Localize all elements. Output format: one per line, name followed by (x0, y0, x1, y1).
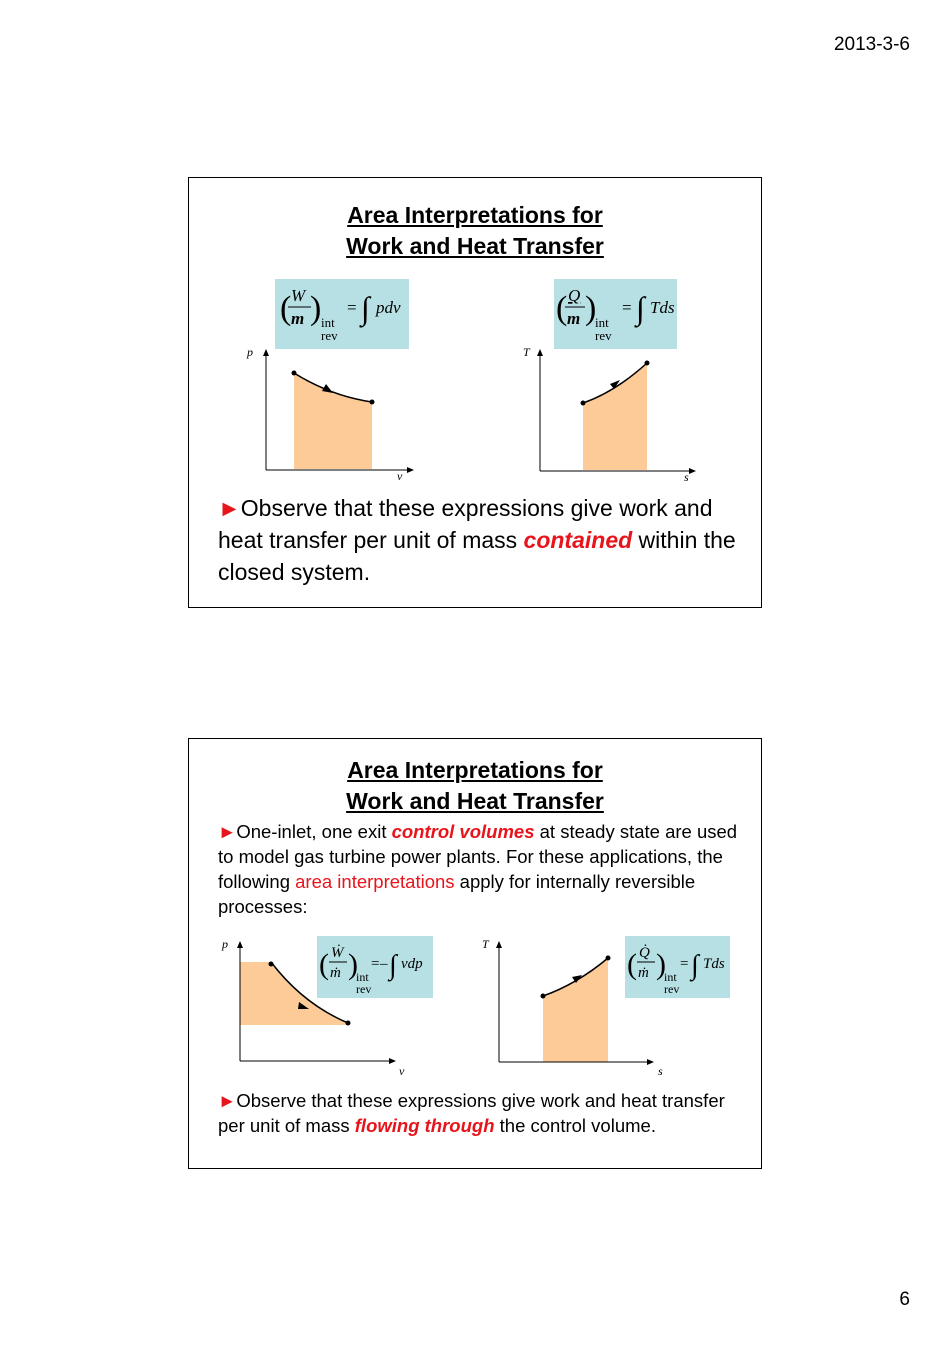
x-axis-label: v (397, 469, 403, 483)
integral-sign: ∫ (361, 290, 370, 326)
y-axis-label: p (247, 345, 253, 359)
svg-text:(: ( (319, 948, 329, 981)
title-line-2: Work and Heat Transfer (346, 233, 604, 259)
title-line-2: Work and Heat Transfer (346, 788, 604, 814)
title-line-1: Area Interpretations for (347, 757, 603, 783)
eq-sub-int: int (595, 315, 609, 330)
para-red-text: area interpretations (295, 871, 455, 892)
y-axis-label: T (482, 937, 489, 951)
svg-text:): ) (656, 948, 666, 981)
title-line-1: Area Interpretations for (347, 202, 603, 228)
svg-text:): ) (310, 290, 322, 327)
integral-sign: ∫ (636, 290, 645, 326)
eq-sub-rev: rev (595, 328, 612, 343)
eq-rhs: Tds (703, 956, 725, 972)
obs-text-1: Observe that these expressions give work and heat transfer per unit of mass (218, 495, 713, 553)
eq-sub-rev: rev (321, 328, 338, 343)
observation-text (218, 1088, 748, 1138)
x-axis-label: s (684, 470, 689, 484)
eq-denominator: ṁ (638, 965, 649, 981)
x-axis-label: v (399, 1064, 405, 1078)
obs-text-2: within the closed system. (218, 527, 736, 585)
bullet-arrow: ► (218, 821, 237, 842)
svg-text:=: = (347, 298, 357, 317)
svg-text:(: ( (280, 290, 292, 327)
slide-closed-system (188, 177, 762, 608)
para-emphasis: control volumes (391, 821, 535, 842)
obs-emphasis: flowing through (354, 1115, 495, 1136)
bullet-arrow: ► (218, 495, 241, 521)
heat-area (543, 958, 608, 1062)
eq-numerator: Q̇ (639, 945, 650, 961)
eq-sub-int: int (321, 315, 335, 330)
obs-text-1: Observe that these expressions give work and heat transfer per unit of mass (218, 1090, 725, 1136)
eq-numerator: W (291, 286, 306, 305)
ts-diagram-cv (479, 932, 739, 1082)
page-number: 6 (899, 1289, 910, 1310)
eq-denominator: m (291, 309, 305, 328)
eq-sub-int: int (664, 970, 677, 984)
eq-rhs: vdp (401, 956, 423, 972)
x-axis-label: s (658, 1064, 663, 1078)
svg-text:(: ( (556, 290, 568, 327)
para-text-1: One-inlet, one exit (236, 821, 392, 842)
intro-paragraph (218, 819, 748, 919)
observation-text (218, 492, 748, 588)
eq-equals: = (371, 956, 380, 972)
svg-text:=: = (622, 298, 632, 317)
eq-numerator: Q (568, 286, 581, 305)
integral-sign: ∫ (389, 950, 397, 981)
eq-denominator: ṁ (330, 965, 341, 981)
slide-control-volume (188, 738, 762, 1169)
slide-title (189, 200, 761, 262)
y-axis-label: p (222, 937, 228, 951)
eq-rhs: Tds (650, 298, 675, 317)
slide-title (189, 755, 761, 817)
obs-emphasis: contained (523, 527, 633, 553)
eq-rhs: pdv (376, 298, 401, 317)
eq-sub-int: int (356, 970, 369, 984)
eq-sub-rev: rev (664, 982, 680, 996)
ts-diagram-closed (507, 276, 707, 486)
y-axis-label: T (523, 345, 530, 359)
pv-diagram-closed (229, 276, 419, 481)
eq-minus: – (380, 956, 388, 972)
para-text-3: apply for internally reversible processes: (218, 871, 696, 917)
svg-text:): ) (348, 948, 358, 981)
obs-text-2: the control volume. (494, 1115, 656, 1136)
eq-numerator: Ẇ (331, 945, 344, 961)
para-text-2: at steady state are used to model gas turbine power plants. For these applications, the following (218, 821, 738, 892)
eq-denominator: m (567, 309, 581, 328)
pv-diagram-cv (219, 932, 444, 1082)
svg-text:): ) (585, 290, 597, 327)
heat-area (583, 363, 647, 470)
svg-text:(: ( (627, 948, 637, 981)
eq-sub-rev: rev (356, 982, 372, 996)
page-date: 2013-3-6 (833, 34, 910, 55)
bullet-arrow: ► (218, 1090, 237, 1111)
integral-sign: ∫ (691, 950, 699, 981)
svg-text:=: = (680, 956, 689, 972)
